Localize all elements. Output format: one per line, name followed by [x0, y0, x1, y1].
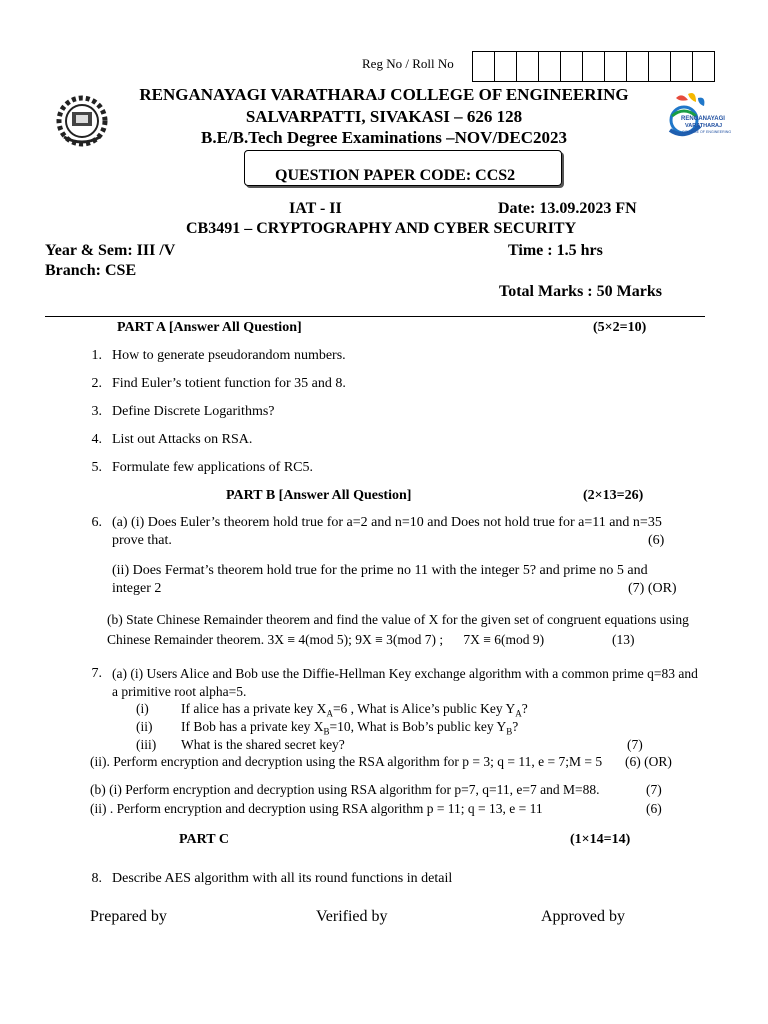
q7-sub-iii-num: (iii) [136, 737, 157, 752]
q7-sub-iii-text: What is the shared secret key? [181, 737, 345, 752]
q6-b-marks: (13) [612, 632, 635, 647]
part-a-question-number: 4. [91, 432, 102, 447]
reg-no-digit-box[interactable] [539, 51, 561, 82]
part-a-question: Find Euler’s totient function for 35 and 8. [112, 376, 346, 391]
branch: Branch: CSE [45, 262, 137, 279]
prepared-by: Prepared by [90, 908, 167, 925]
q7-a-ii-marks: (6) (OR) [625, 754, 672, 769]
iat-label: IAT - II [289, 200, 342, 217]
q6-a-ii-line1: (ii) Does Fermat’s theorem hold true for the prime no 11 with the integer 5? and prime no 5 and [112, 563, 648, 578]
reg-no-label: Reg No / Roll No [362, 56, 454, 71]
course-title: CB3491 – CRYPTOGRAPHY AND CYBER SECURITY [186, 220, 577, 237]
reg-no-digit-box[interactable] [517, 51, 539, 82]
part-a-question-number: 1. [91, 348, 102, 363]
q7-b-i: (b) (i) Perform encryption and decryption using RSA algorithm for p=7, q=11, e=7 and M=88. [90, 782, 600, 797]
q6-number: 6. [91, 515, 102, 530]
reg-no-digit-box[interactable] [605, 51, 627, 82]
total-marks: Total Marks : 50 Marks [499, 283, 662, 300]
q7-a-ii: (ii). Perform encryption and decryption using the RSA algorithm for p = 3; q = 11, e = 7;M = 5 [90, 754, 603, 769]
reg-no-digit-box[interactable] [473, 51, 495, 82]
reg-no-digit-box[interactable] [671, 51, 693, 82]
q6-a-i-marks: (6) [648, 533, 665, 548]
part-a-question: How to generate pseudorandom numbers. [112, 348, 346, 363]
q7-b-i-marks: (7) [646, 782, 662, 797]
q7-sub-i-text: If alice has a private key $X_A=6$ , What is Alice’s public Key $Y_A$? [181, 701, 528, 719]
reg-no-digit-box[interactable] [693, 51, 715, 82]
q8-text: Describe AES algorithm with all its round functions in detail [112, 871, 453, 886]
verified-by: Verified by [316, 908, 388, 925]
exam-date: Date: 13.09.2023 FN [498, 200, 637, 217]
logo-text-line2: VARATHARAJ [685, 123, 723, 129]
college-name: RENGANAYAGI VARATHARAJ COLLEGE OF ENGINEERING [139, 85, 629, 104]
logo-text-line3: COLLEGE OF ENGINEERING [682, 130, 732, 134]
q8-number: 8. [91, 871, 102, 886]
reg-no-digit-box[interactable] [495, 51, 517, 82]
q7-sub-marks: (7) [627, 737, 643, 752]
part-a-question-number: 2. [91, 376, 102, 391]
q6-a-i-line1: (a) (i) Does Euler’s theorem hold true for a=2 and n=10 and Does not hold true for a=11 and n=35 [112, 515, 662, 530]
part-c-title: PART C [179, 832, 229, 847]
part-c-marks: (1×14=14) [570, 832, 631, 847]
q6-b-line2: Chinese Remainder theorem. 3X ≡ 4(mod 5); 9X ≡ 3(mod 7) ; 7X ≡ 6(mod 9) [107, 632, 545, 647]
part-a-question: Define Discrete Logarithms? [112, 404, 275, 419]
q7-sub-ii-num: (ii) [136, 719, 153, 734]
q7-a-line2: a primitive root alpha=5. [112, 684, 247, 699]
q6-a-ii-line2: integer 2 [112, 581, 162, 596]
exam-time: Time : 1.5 hrs [508, 242, 603, 259]
year-sem: Year & Sem: III /V [45, 242, 176, 259]
exam-title: B.E/B.Tech Degree Examinations –NOV/DEC2023 [201, 128, 567, 147]
part-b-title: PART B [Answer All Question] [226, 488, 412, 503]
q7-b-ii: (ii) . Perform encryption and decryption using RSA algorithm p = 11; q = 13, e = 11 [90, 801, 543, 816]
reg-no-boxes[interactable] [472, 51, 715, 82]
part-a-question-number: 5. [91, 460, 102, 475]
logo-text-line1: RENGANAYAGI [681, 116, 725, 122]
q7-sub-i-num: (i) [136, 701, 149, 716]
header-divider [45, 316, 705, 317]
part-b-marks: (2×13=26) [583, 488, 644, 503]
part-a-question: Formulate few applications of RC5. [112, 460, 314, 475]
part-a-question: List out Attacks on RSA. [112, 432, 253, 447]
reg-no-digit-box[interactable] [583, 51, 605, 82]
reg-no-digit-box[interactable] [627, 51, 649, 82]
part-a-marks: (5×2=10) [593, 320, 647, 335]
q7-b-ii-marks: (6) [646, 801, 662, 816]
approved-by: Approved by [541, 908, 625, 925]
college-address: SALVARPATTI, SIVAKASI – 626 128 [245, 107, 523, 126]
q6-a-ii-marks: (7) (OR) [628, 581, 677, 596]
reg-no-digit-box[interactable] [561, 51, 583, 82]
part-a-question-number: 3. [91, 404, 102, 419]
reg-no-digit-box[interactable] [649, 51, 671, 82]
part-a-title: PART A [Answer All Question] [117, 320, 302, 335]
qp-code: QUESTION PAPER CODE: CCS2 [275, 167, 516, 184]
q7-a-line1: (a) (i) Users Alice and Bob use the Diffie-Hellman Key exchange algorithm with a common prime q=83 and [112, 666, 698, 681]
q7-sub-ii-text: If Bob has a private key $X_B=10$, What is Bob’s public key $Y_B$? [181, 719, 519, 737]
q7-number: 7. [91, 666, 102, 681]
q6-b-line1: (b) State Chinese Remainder theorem and find the value of X for the given set of congruent equations using [107, 612, 689, 627]
q6-a-i-line2: prove that. [112, 533, 172, 548]
